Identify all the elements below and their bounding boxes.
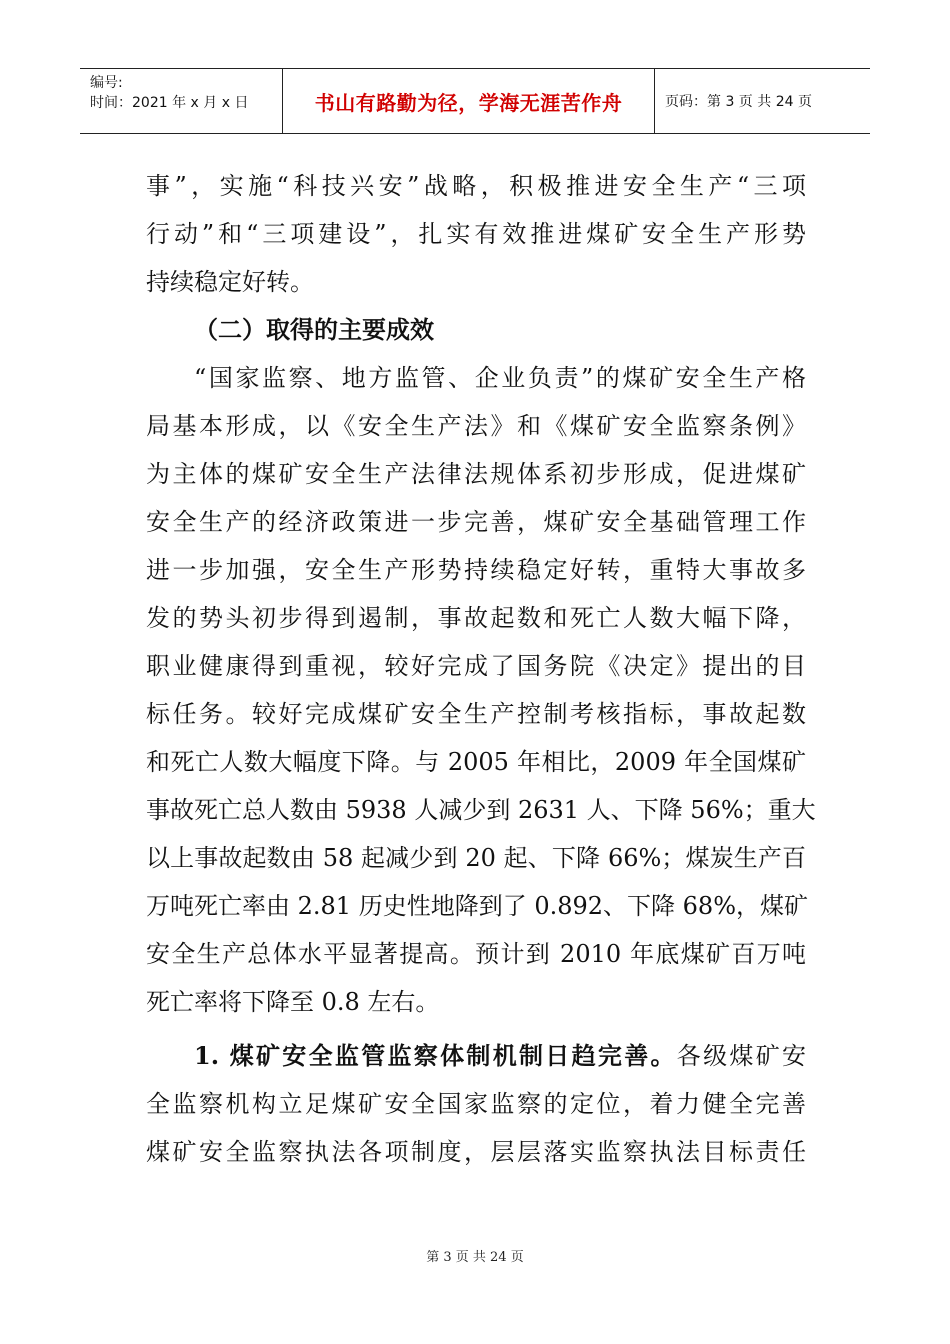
body-line: 发的势头初步得到遏制，事故起数和死亡人数大幅下降， [146,604,806,632]
body-line: 死亡率将下降至 0.8 左右。 [146,988,440,1016]
body-line: 事”，实施“科技兴安”战略，积极推进安全生产“三项 [146,172,806,200]
header-motto: 书山有路勤为径，学海无涯苦作舟 [283,69,655,133]
document-date-label: 时间：2021 年 x 月 x 日 [90,95,249,111]
numbered-item-title: 1. 煤矿安全监管监察体制机制日趋完善。 [194,1041,677,1070]
body-line: 安全生产总体水平显著提高。预计到 2010 年底煤矿百万吨 [146,940,806,968]
section-heading: （二）取得的主要成效 [194,315,434,344]
body-line: 全监察机构立足煤矿安全国家监察的定位，着力健全完善 [146,1090,806,1118]
body-line: “国家监察、地方监管、企业负责”的煤矿安全生产格 [194,364,806,392]
body-line: 为主体的煤矿安全生产法律法规体系初步形成，促进煤矿 [146,460,806,488]
body-line: 标任务。较好完成煤矿安全生产控制考核指标，事故起数 [146,700,806,728]
body-line: 安全生产的经济政策进一步完善，煤矿安全基础管理工作 [146,508,806,536]
body-line: 万吨死亡率由 2.81 历史性地降到了 0.892、下降 68%，煤矿 [146,892,809,920]
body-line: 进一步加强，安全生产形势持续稳定好转，重特大事故多 [146,556,806,584]
body-line: 职业健康得到重视，较好完成了国务院《决定》提出的目 [146,652,806,680]
header-page-indicator: 页码：第 3 页 共 24 页 [665,94,812,110]
body-line: 以上事故起数由 58 起减少到 20 起、下降 66%；煤炭生产百 [146,844,806,872]
document-number-label: 编号: [90,75,123,91]
body-line: 和死亡人数大幅度下降。与 2005 年相比，2009 年全国煤矿 [146,748,806,776]
body-line: 局基本形成，以《安全生产法》和《煤矿安全监察条例》 [146,412,806,440]
body-line: 事故死亡总人数由 5938 人减少到 2631 人、下降 56%；重大 [146,796,816,824]
document-body [146,162,816,1176]
numbered-item-text: 各级煤矿安 [676,1042,806,1070]
body-line: 煤矿安全监察执法各项制度，层层落实监察执法目标责任 [146,1138,806,1166]
body-line: 持续稳定好转。 [146,268,314,296]
page-header [80,68,870,134]
numbered-item-first-line [146,1032,806,1080]
page-footer: 第 3 页 共 24 页 [426,1250,524,1265]
header-meta-cell [80,69,283,133]
body-line: 行动”和“三项建设”，扎实有效推进煤矿安全生产形势 [146,220,806,248]
